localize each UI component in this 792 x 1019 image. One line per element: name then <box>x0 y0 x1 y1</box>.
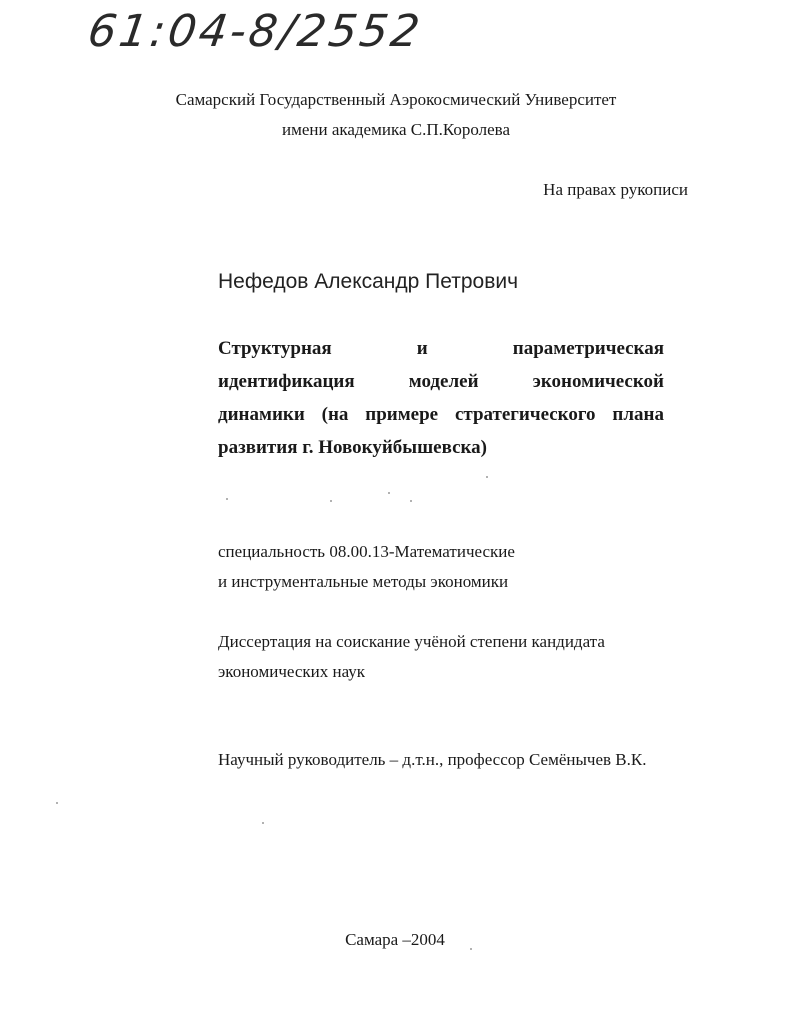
university-dedication: имени академика С.П.Королева <box>281 120 511 139</box>
city-year: Самара –2004 <box>345 930 445 949</box>
handwritten-archive-number: 61:04-8/2552 <box>84 6 426 57</box>
title-word: Структурная <box>218 338 332 359</box>
title-line-4 <box>218 437 664 470</box>
scan-speck <box>226 498 228 500</box>
dissertation-title <box>218 338 664 470</box>
title-word: развития г. Новокуйбышевска) <box>218 437 487 458</box>
title-word: параметрическая <box>512 338 664 359</box>
author-name: Нефедов Александр Петрович <box>218 270 519 293</box>
degree-field: экономических наук <box>218 662 366 681</box>
title-word: и <box>416 338 428 359</box>
manuscript-rights-note: На правах рукописи <box>543 180 688 199</box>
title-word: плана <box>612 404 664 425</box>
scan-speck <box>486 476 488 478</box>
scan-speck <box>330 500 332 502</box>
title-word: примере <box>365 404 439 425</box>
title-word: стратегического <box>454 404 596 425</box>
degree-statement: Диссертация на соискание учёной степени кандидата <box>218 632 605 651</box>
title-line-1 <box>218 338 664 371</box>
title-word: экономической <box>532 371 664 392</box>
title-word: идентификация <box>218 371 355 392</box>
specialty-code: специальность 08.00.13-Математические <box>218 542 515 561</box>
scan-speck <box>410 500 412 502</box>
title-word: моделей <box>408 371 479 392</box>
scientific-advisor: Научный руководитель – д.т.н., профессор Семёнычев В.К. <box>218 750 647 769</box>
scan-speck <box>262 822 264 824</box>
scan-speck <box>388 492 390 494</box>
title-line-2 <box>218 371 664 404</box>
title-word: (на <box>321 404 349 425</box>
title-line-3 <box>218 404 664 437</box>
university-name: Самарский Государственный Аэрокосмический Университет <box>175 90 617 109</box>
scan-speck <box>470 948 472 950</box>
title-word: динамики <box>218 404 305 425</box>
specialty-name: и инструментальные методы экономики <box>218 572 509 591</box>
scan-speck <box>56 802 58 804</box>
